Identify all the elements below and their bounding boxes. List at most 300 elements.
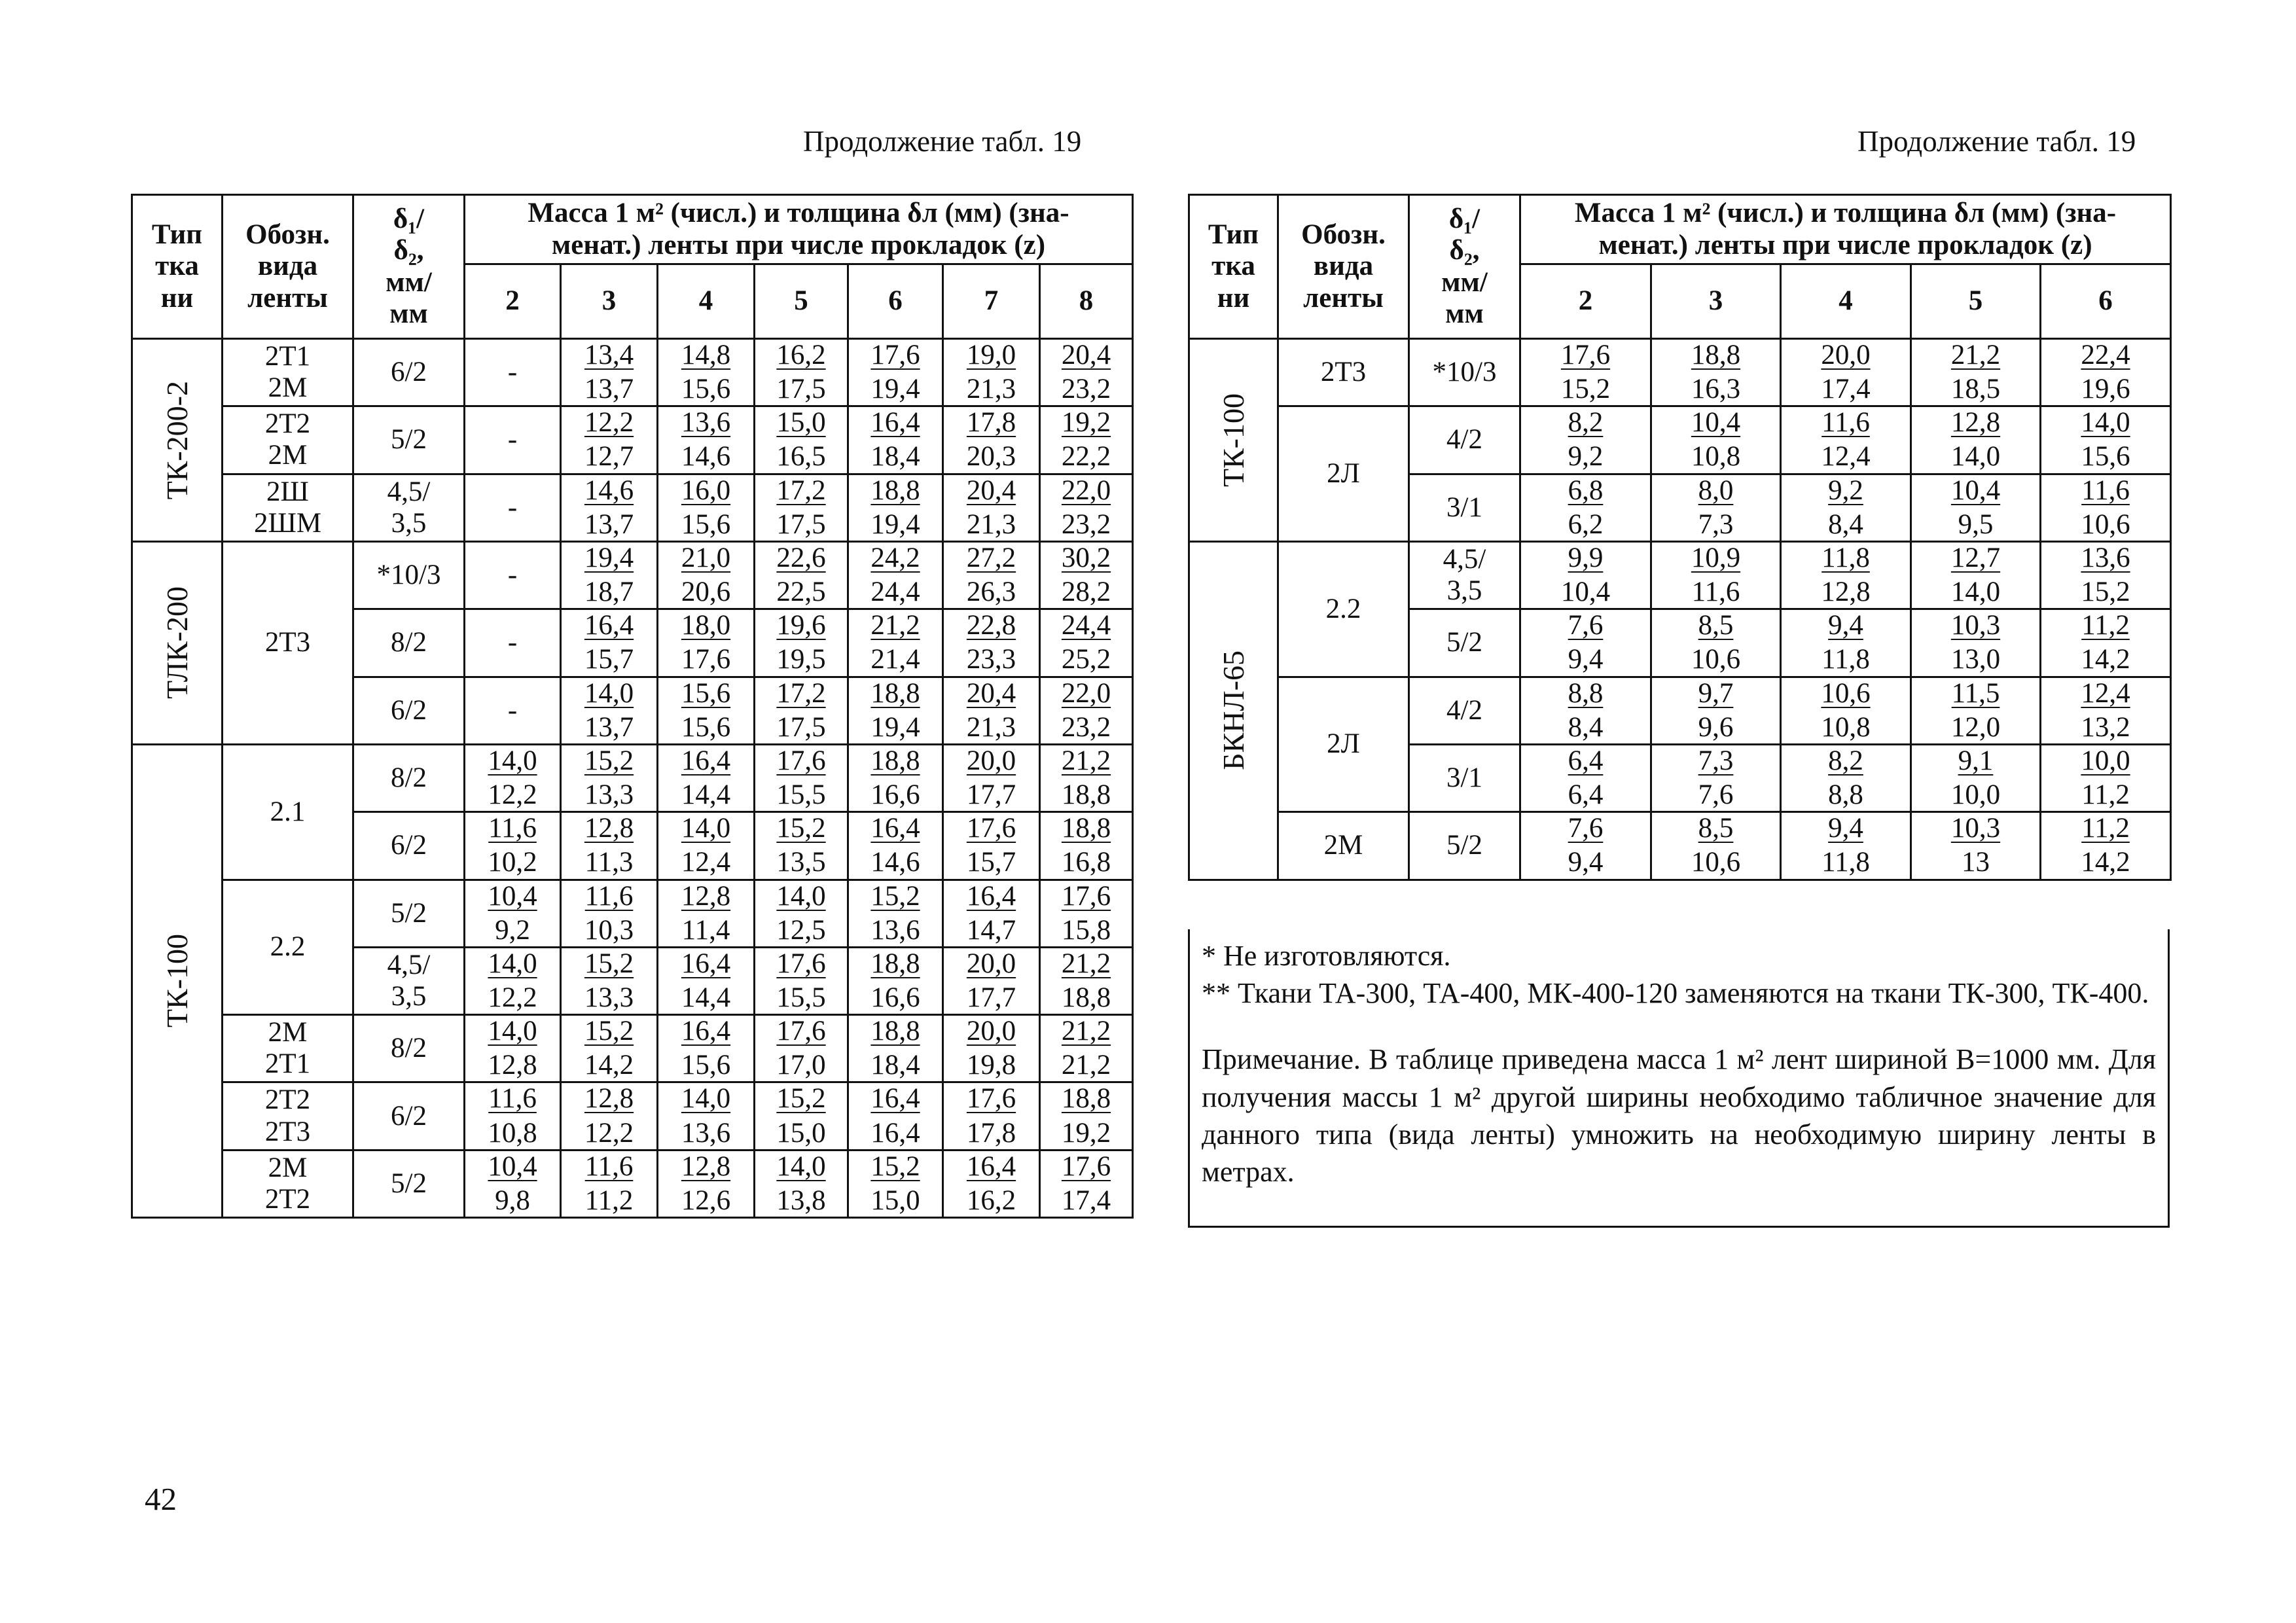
thickness-value: 18,8	[1061, 982, 1111, 1013]
thickness-value: 16,2	[966, 1185, 1016, 1216]
header-fabric-type-line: Тип	[1208, 219, 1259, 251]
header-ply-count: 4	[658, 264, 755, 339]
header-belt-designation	[1278, 195, 1409, 339]
belt-designation-line: 2Т3	[264, 1116, 311, 1147]
belt-designation	[1278, 406, 1409, 542]
mass-value: 14,0	[776, 880, 826, 912]
value-cell	[1911, 609, 2041, 677]
thickness-value: 19,4	[870, 374, 920, 405]
cover-thickness	[1409, 474, 1520, 541]
mass-thickness-fraction	[870, 475, 920, 541]
thickness-value: 21,4	[870, 644, 920, 675]
mass-thickness-fraction	[1821, 678, 1870, 743]
cover-thickness-line: 5/2	[1446, 830, 1482, 861]
value-cell	[1040, 812, 1133, 880]
value-cell	[943, 474, 1040, 541]
cover-thickness-line: 8/2	[391, 762, 427, 793]
value-cell	[1651, 474, 1781, 541]
thickness-value: 22,5	[776, 577, 826, 608]
cover-thickness	[1409, 812, 1520, 880]
thickness-value: 10,4	[1560, 577, 1611, 608]
mass-value: 10,6	[1821, 677, 1871, 709]
cover-thickness	[353, 1015, 465, 1082]
table-row	[132, 880, 1133, 947]
thickness-value: 14,4	[681, 779, 731, 811]
table-row	[1189, 339, 2171, 406]
thickness-value: 7,3	[1698, 508, 1734, 540]
value-cell	[1520, 812, 1651, 880]
cover-thickness	[353, 947, 465, 1014]
belt-designation	[223, 474, 353, 541]
value-cell	[658, 947, 755, 1014]
thickness-value: 9,2	[1568, 441, 1604, 473]
value-cell	[658, 744, 755, 812]
thickness-value: 16,4	[870, 1117, 920, 1149]
value-cell	[2041, 677, 2171, 744]
header-belt-designation-line: ленты	[247, 282, 328, 313]
value-cell	[848, 406, 943, 474]
mass-thickness-fraction	[1821, 610, 1870, 675]
mass-thickness-fraction	[1062, 1151, 1111, 1217]
mass-thickness-fraction	[488, 1016, 537, 1081]
cover-thickness	[353, 406, 465, 474]
mass-thickness-fraction	[1828, 475, 1863, 541]
mass-value: 14,0	[488, 1016, 537, 1047]
cover-thickness-line: 3/1	[1446, 491, 1482, 523]
value-cell	[755, 609, 848, 677]
value-cell	[1040, 677, 1133, 744]
mass-thickness-fraction	[870, 1016, 920, 1081]
value-cell	[1781, 677, 1911, 744]
fabric-type-label: ТК-200-2	[160, 380, 194, 500]
thickness-value: 13,0	[1950, 644, 2001, 675]
header-mass-title-line: Масса 1 м² (числ.) и толщина δл (мм) (зна-	[528, 198, 1069, 229]
mass-thickness-fraction	[1568, 475, 1604, 541]
mass-thickness-fraction	[2081, 678, 2130, 743]
mass-thickness-fraction	[967, 745, 1016, 811]
mass-value: 21,2	[1061, 948, 1111, 979]
header-belt-designation-line: Обозн.	[1301, 219, 1386, 251]
thickness-value: 21,3	[966, 711, 1016, 743]
mass-thickness-fraction	[967, 948, 1016, 1014]
mass-value: 11,6	[1821, 407, 1870, 438]
thickness-value: 15,6	[681, 711, 731, 743]
thickness-value: 17,4	[1821, 374, 1871, 405]
value-cell	[658, 541, 755, 609]
mass-value: 18,8	[1691, 340, 1741, 370]
mass-value: 22,6	[776, 542, 826, 573]
belt-designation-line: 2М	[268, 1017, 308, 1048]
mass-value: 24,4	[1061, 610, 1111, 641]
cover-thickness-line: 8/2	[391, 1033, 427, 1064]
thickness-value: 23,3	[966, 644, 1016, 675]
cover-thickness-line: 3,5	[1446, 575, 1482, 607]
header-cover-thickness-line: мм/	[1441, 266, 1488, 298]
value-cell	[1040, 947, 1133, 1014]
belt-designation	[223, 880, 353, 1015]
thickness-value: 14,2	[2081, 644, 2130, 675]
mass-thickness-fraction	[1568, 745, 1604, 811]
thickness-value: 13,5	[776, 847, 826, 878]
cover-thickness	[353, 609, 465, 677]
thickness-value: 9,2	[495, 914, 530, 946]
mass-thickness-fraction	[488, 813, 537, 878]
header-belt-designation-line: Обозн.	[245, 219, 330, 251]
header-fabric-type-line: ни	[160, 282, 194, 313]
value-cell	[755, 406, 848, 474]
header-cover-thickness-line: δ₁/	[393, 204, 425, 235]
mass-value: 16,4	[584, 610, 634, 641]
mass-value: 17,2	[776, 474, 826, 506]
mass-value: 16,4	[681, 948, 731, 979]
cover-thickness	[353, 474, 465, 541]
value-cell	[1651, 339, 1781, 406]
thickness-value: 15,6	[681, 1050, 731, 1081]
header-cover-thickness	[353, 195, 465, 339]
mass-value: 11,2	[2081, 610, 2130, 641]
mass-thickness-fraction	[967, 543, 1016, 608]
mass-thickness-fraction	[776, 1083, 825, 1149]
mass-thickness-fraction	[1951, 813, 2000, 878]
value-cell	[465, 744, 561, 812]
thickness-value: 11,8	[1821, 644, 1870, 675]
cover-thickness-line: 4,5/	[387, 476, 431, 507]
value-cell	[1040, 1015, 1133, 1082]
cover-thickness	[353, 1150, 465, 1217]
thickness-value: 12,2	[584, 1117, 634, 1149]
header-fabric-type-line: ни	[1217, 282, 1250, 313]
belt-designation-line: 2Т3	[264, 627, 311, 658]
mass-value: 18,8	[870, 677, 920, 709]
thickness-value: 17,8	[966, 1117, 1016, 1149]
value-cell	[658, 880, 755, 947]
value-dash: -	[507, 357, 518, 388]
mass-thickness-fraction	[967, 1151, 1016, 1217]
footnote-not-produced: * Не изготовляются.	[1202, 940, 1451, 972]
header-cover-thickness-line: мм/	[386, 266, 432, 298]
thickness-value: 17,6	[681, 644, 731, 675]
mass-value: 18,8	[1061, 1083, 1111, 1115]
mass-value: 8,5	[1698, 813, 1734, 844]
header-cover-thickness-line: δ₁/	[1448, 204, 1480, 235]
header-ply-count: 8	[1040, 264, 1133, 339]
mass-thickness-fraction	[1821, 340, 1870, 405]
header-ply-count: 2	[1520, 264, 1651, 339]
value-cell	[1781, 609, 1911, 677]
value-dash: -	[507, 424, 518, 455]
mass-thickness-fraction	[584, 1016, 634, 1081]
table-row	[1189, 406, 2171, 474]
thickness-value: 23,2	[1061, 374, 1111, 405]
mass-thickness-fraction	[1062, 813, 1111, 878]
thickness-value: 17,5	[776, 711, 826, 743]
thickness-value: 10,8	[1821, 711, 1871, 743]
value-cell	[755, 744, 848, 812]
belt-designation	[223, 406, 353, 474]
mass-thickness-fraction	[681, 1083, 730, 1149]
mass-value: 27,2	[966, 542, 1016, 573]
thickness-value: 16,6	[870, 982, 920, 1013]
mass-value: 14,8	[681, 340, 731, 370]
thickness-value: 17,0	[776, 1050, 826, 1081]
value-cell	[1781, 339, 1911, 406]
mass-value: 11,2	[2081, 813, 2130, 844]
table-notes	[1188, 929, 2170, 1228]
header-ply-count: 2	[465, 264, 561, 339]
mass-value: 16,4	[870, 407, 920, 438]
mass-thickness-fraction	[967, 1016, 1016, 1081]
mass-value: 8,8	[1568, 677, 1604, 709]
mass-value: 12,8	[681, 880, 731, 912]
belt-designation-line: 2Ш	[266, 476, 309, 507]
mass-thickness-fraction	[584, 678, 634, 743]
mass-value: 13,6	[2081, 542, 2130, 573]
value-cell	[465, 1150, 561, 1217]
mass-value: 15,0	[776, 407, 826, 438]
belt-designation-line: 2.2	[270, 931, 306, 963]
mass-thickness-fraction	[1951, 475, 2000, 541]
mass-thickness-fraction	[870, 881, 920, 946]
mass-value: 7,6	[1568, 813, 1604, 844]
mass-thickness-fraction	[584, 340, 634, 405]
thickness-value: 10,6	[2081, 508, 2130, 540]
thickness-value: 17,4	[1061, 1185, 1111, 1216]
value-cell	[943, 880, 1040, 947]
value-cell	[1781, 406, 1911, 474]
thickness-value: 17,7	[966, 779, 1016, 811]
value-cell	[848, 1015, 943, 1082]
mass-value: 18,8	[870, 948, 920, 979]
belt-designation-line: 2Т1	[264, 1048, 311, 1080]
thickness-value: 11,8	[1821, 847, 1870, 878]
value-cell	[658, 609, 755, 677]
mass-thickness-fraction	[776, 1016, 825, 1081]
cover-thickness	[353, 541, 465, 609]
belt-designation-line: 2.2	[1325, 593, 1361, 624]
mass-thickness-fraction	[1062, 1016, 1111, 1081]
mass-value: 14,6	[584, 474, 634, 506]
mass-thickness-fraction	[967, 1083, 1016, 1149]
mass-thickness-fraction	[1951, 340, 2000, 405]
mass-value: 20,0	[1821, 340, 1871, 370]
header-cover-thickness-line: мм	[1445, 298, 1484, 329]
mass-value: 22,0	[1061, 474, 1111, 506]
mass-value: 18,8	[870, 745, 920, 776]
mass-value: 15,2	[870, 880, 920, 912]
value-cell	[2041, 339, 2171, 406]
thickness-value: 28,2	[1061, 577, 1111, 608]
belt-designation-line: 2Т2	[264, 1183, 311, 1215]
thickness-value: 19,5	[776, 644, 826, 675]
mass-thickness-fraction	[1951, 745, 2000, 811]
value-cell	[1040, 880, 1133, 947]
header-ply-count: 3	[561, 264, 658, 339]
mass-value: 21,2	[1950, 340, 2001, 370]
header-cover-thickness	[1409, 195, 1520, 339]
value-cell	[848, 677, 943, 744]
value-cell	[561, 609, 658, 677]
mass-thickness-fraction	[1698, 678, 1734, 743]
mass-thickness-fraction	[1062, 543, 1111, 608]
mass-value: 18,8	[1061, 813, 1111, 844]
fabric-type-label: ТЛК-200	[160, 586, 194, 700]
value-cell	[561, 880, 658, 947]
value-cell	[1911, 474, 2041, 541]
thickness-value: 19,8	[966, 1050, 1016, 1081]
mass-value: 20,4	[1061, 340, 1111, 370]
mass-thickness-fraction	[1062, 340, 1111, 405]
mass-value: 20,0	[966, 948, 1016, 979]
mass-thickness-fraction	[776, 543, 825, 608]
cover-thickness-line: 3/1	[1446, 762, 1482, 793]
thickness-value: 11,3	[584, 847, 634, 878]
mass-value: 17,6	[966, 813, 1016, 844]
thickness-value: 17,7	[966, 982, 1016, 1013]
value-cell	[1911, 744, 2041, 812]
cover-thickness-line: 6/2	[391, 1100, 427, 1132]
value-cell	[1911, 812, 2041, 880]
header-belt-designation-line: ленты	[1303, 282, 1384, 313]
mass-thickness-fraction	[1568, 610, 1604, 675]
value-cell	[848, 609, 943, 677]
thickness-value: 13,6	[681, 1117, 731, 1149]
mass-thickness-fraction	[681, 1016, 730, 1081]
value-cell	[848, 1082, 943, 1150]
mass-thickness-fraction	[1951, 543, 2000, 608]
mass-thickness-fraction	[681, 543, 730, 608]
fabric-type-cell	[132, 339, 223, 542]
thickness-value: 14,6	[681, 441, 731, 473]
mass-thickness-fraction	[776, 610, 825, 675]
thickness-value: 15,0	[776, 1117, 826, 1149]
thickness-value: 8,4	[1828, 508, 1863, 540]
table-row	[132, 744, 1133, 812]
mass-thickness-fraction	[776, 881, 825, 946]
value-cell	[465, 541, 561, 609]
cover-thickness-line: 6/2	[391, 694, 427, 726]
mass-thickness-fraction	[967, 678, 1016, 743]
header-row	[1189, 195, 2171, 264]
value-cell	[465, 880, 561, 947]
thickness-value: 14,0	[1950, 441, 2001, 473]
thickness-value: 25,2	[1061, 644, 1111, 675]
mass-value: 17,6	[1061, 880, 1111, 912]
mass-thickness-fraction	[870, 813, 920, 878]
mass-value: 24,2	[870, 542, 920, 573]
header-belt-designation-line: вида	[1313, 251, 1374, 282]
belt-designation	[223, 339, 353, 406]
thickness-value: 16,6	[870, 779, 920, 811]
thickness-value: 10,8	[1691, 441, 1741, 473]
value-cell	[561, 744, 658, 812]
mass-value: 16,4	[870, 1083, 920, 1115]
mass-value: 12,2	[584, 407, 634, 438]
thickness-value: 14,2	[584, 1050, 634, 1081]
thickness-value: 13,6	[870, 914, 920, 946]
cover-thickness	[353, 812, 465, 880]
mass-value: 18,0	[681, 610, 731, 641]
mass-thickness-fraction	[1561, 543, 1610, 608]
mass-value: 17,6	[1560, 340, 1611, 370]
mass-value: 10,9	[1691, 542, 1741, 573]
value-cell	[1781, 812, 1911, 880]
table-row	[132, 1082, 1133, 1150]
header-belt-designation	[223, 195, 353, 339]
value-cell	[2041, 609, 2171, 677]
thickness-value: 13,7	[584, 711, 634, 743]
header-row	[132, 195, 1133, 264]
value-cell	[1520, 339, 1651, 406]
mass-value: 10,4	[1950, 474, 2001, 506]
thickness-value: 20,3	[966, 441, 1016, 473]
value-cell	[658, 1082, 755, 1150]
cover-thickness-line: 5/2	[1446, 627, 1482, 658]
thickness-value: 10,6	[1691, 847, 1741, 878]
mass-value: 16,4	[681, 1016, 731, 1047]
belt-designation	[223, 744, 353, 880]
value-cell	[658, 1015, 755, 1082]
mass-value: 21,2	[870, 610, 920, 641]
mass-value: 10,3	[1950, 813, 2001, 844]
mass-thickness-fraction	[585, 1151, 634, 1217]
mass-value: 11,6	[2081, 474, 2130, 506]
value-cell	[1911, 406, 2041, 474]
mass-thickness-fraction	[776, 813, 825, 878]
mass-thickness-fraction	[1691, 543, 1740, 608]
mass-thickness-fraction	[2081, 340, 2130, 405]
header-ply-count: 4	[1781, 264, 1911, 339]
mass-value: 20,4	[966, 474, 1016, 506]
mass-value: 20,0	[966, 1016, 1016, 1047]
mass-value: 21,0	[681, 542, 731, 573]
mass-value: 8,2	[1828, 745, 1863, 776]
mass-thickness-fraction	[488, 745, 537, 811]
mass-value: 10,4	[1691, 407, 1741, 438]
thickness-value: 16,8	[1061, 847, 1111, 878]
mass-value: 15,2	[776, 813, 826, 844]
thickness-value: 15,8	[1061, 914, 1111, 946]
mass-thickness-fraction	[681, 340, 730, 405]
mass-value: 17,6	[1061, 1150, 1111, 1182]
value-cell	[658, 339, 755, 406]
mass-thickness-fraction	[584, 813, 634, 878]
mass-thickness-fraction	[1062, 610, 1111, 675]
mass-thickness-fraction	[1821, 543, 1870, 608]
mass-thickness-fraction	[776, 475, 825, 541]
thickness-value: 12,4	[1821, 441, 1871, 473]
belt-designation-line: 2М	[268, 440, 308, 471]
mass-thickness-fraction	[1062, 475, 1111, 541]
thickness-value: 18,4	[870, 441, 920, 473]
mass-value: 14,0	[681, 1083, 731, 1115]
mass-thickness-fraction	[1951, 678, 2000, 743]
thickness-value: 19,6	[2081, 374, 2130, 405]
value-cell	[943, 609, 1040, 677]
value-cell	[1040, 1150, 1133, 1217]
mass-thickness-fraction	[681, 948, 730, 1014]
value-cell	[465, 406, 561, 474]
mass-value: 19,6	[776, 610, 826, 641]
value-cell	[658, 1150, 755, 1217]
value-cell	[943, 812, 1040, 880]
cover-thickness	[353, 744, 465, 812]
thickness-value: 21,3	[966, 374, 1016, 405]
mass-value: 16,2	[776, 340, 826, 370]
mass-thickness-fraction	[681, 813, 730, 878]
mass-thickness-fraction	[681, 678, 730, 743]
mass-thickness-fraction	[776, 678, 825, 743]
thickness-value: 17,5	[776, 508, 826, 540]
